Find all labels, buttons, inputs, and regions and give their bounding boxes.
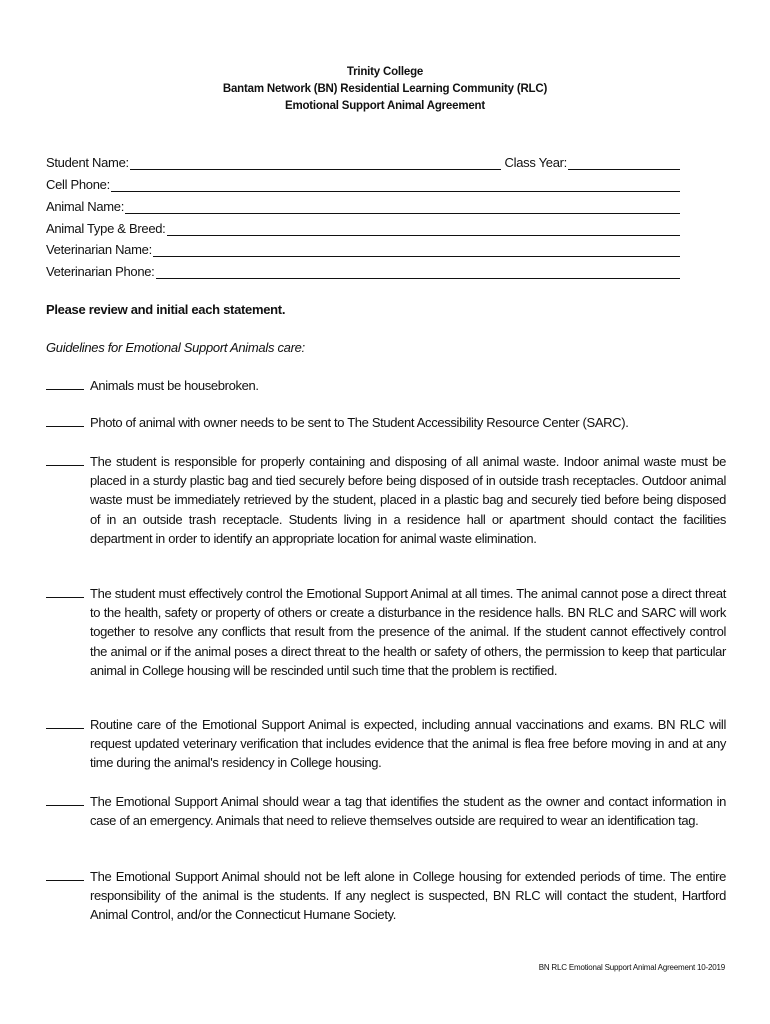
vet-name-label: Veterinarian Name: — [46, 242, 152, 257]
instructions: Please review and initial each statement. — [46, 302, 286, 317]
statement-text: The student is responsible for properly containing and disposing of all animal waste. Indoor animal waste must be placed in a sturdy plastic bag and tied securely before being disposed of in outside trash receptacles. Outdoor animal waste must be immediately retrieved by the student, placed in a plastic bag and securely tied before being disposed of in an outside trash receptacle. Students living in a residence hall or apartment should contact the facilities department in order to identify an appropriate location for animal waste elimination. — [90, 454, 726, 546]
initial-field[interactable] — [46, 792, 84, 806]
cell-phone-field[interactable] — [111, 177, 680, 192]
initial-field[interactable] — [46, 452, 84, 466]
statement-text: Animals must be housebroken. — [90, 378, 259, 393]
vet-phone-label: Veterinarian Phone: — [46, 264, 155, 279]
statement-text: The Emotional Support Animal should not be left alone in College housing for extended periods of time. The entire responsibility of the animal is the students. If any neglect is suspected, BN RLC will contact the student, Hartford Animal Control, and/or the Connecticut Humane Society. — [90, 869, 726, 923]
student-name-row — [46, 152, 680, 170]
statement-item — [46, 452, 726, 548]
initial-field[interactable] — [46, 584, 84, 598]
statement-item — [46, 867, 726, 925]
animal-type-label: Animal Type & Breed: — [46, 221, 166, 236]
statement-text: Photo of animal with owner needs to be sent to The Student Accessibility Resource Center (SARC). — [90, 415, 629, 430]
initial-field[interactable] — [46, 376, 84, 390]
cell-phone-label: Cell Phone: — [46, 177, 110, 192]
animal-name-field[interactable] — [125, 199, 680, 214]
student-name-field[interactable] — [130, 155, 501, 170]
vet-name-row — [46, 239, 680, 257]
class-year-label: Class Year: — [504, 155, 567, 170]
header-institution: Trinity College — [346, 66, 424, 78]
statement-item — [46, 715, 726, 773]
statement-text: The Emotional Support Animal should wear a tag that identifies the student as the owner and contact information in case of an emergency. Animals that need to relieve themselves outside are required to wear an identification tag. — [90, 794, 726, 829]
statement-item — [46, 376, 726, 395]
class-year-field[interactable] — [568, 155, 680, 170]
statement-item — [46, 413, 726, 432]
document-title: Emotional Support Animal Agreement — [284, 100, 485, 112]
statement-item — [46, 584, 726, 680]
cell-phone-row — [46, 174, 680, 192]
initial-field[interactable] — [46, 715, 84, 729]
animal-type-field[interactable] — [167, 221, 681, 236]
animal-type-row — [46, 218, 680, 236]
initial-field[interactable] — [46, 413, 84, 427]
vet-phone-field[interactable] — [156, 264, 681, 279]
animal-name-label: Animal Name: — [46, 199, 125, 214]
statement-item — [46, 792, 726, 830]
initial-field[interactable] — [46, 867, 84, 881]
vet-phone-row — [46, 261, 680, 279]
student-name-label: Student Name: — [46, 155, 129, 170]
statement-text: The student must effectively control the Emotional Support Animal at all times. The animal cannot pose a direct threat to the health, safety or property of others or create a disturbance in the residence halls. BN RLC and SARC will work together to resolve any conflicts that result from the presence of the animal. If the student cannot effectively control the animal or if the animal poses a direct threat to the health or safety of others, the permission to keep that particular animal in College housing will be rescinded until such time that the problem is rectified. — [90, 586, 726, 678]
page-footer: BN RLC Emotional Support Animal Agreement 10-2019 — [538, 963, 725, 972]
header-program: Bantam Network (BN) Residential Learning Community (RLC) — [222, 83, 548, 95]
animal-name-row — [46, 196, 680, 214]
statement-text: Routine care of the Emotional Support Animal is expected, including annual vaccinations and exams. BN RLC will request updated veterinary verification that includes evidence that the animal is flea free before moving in and at any time during the animal's residency in College housing. — [90, 717, 726, 771]
guidelines-heading: Guidelines for Emotional Support Animals care: — [46, 340, 305, 355]
vet-name-field[interactable] — [153, 242, 680, 257]
